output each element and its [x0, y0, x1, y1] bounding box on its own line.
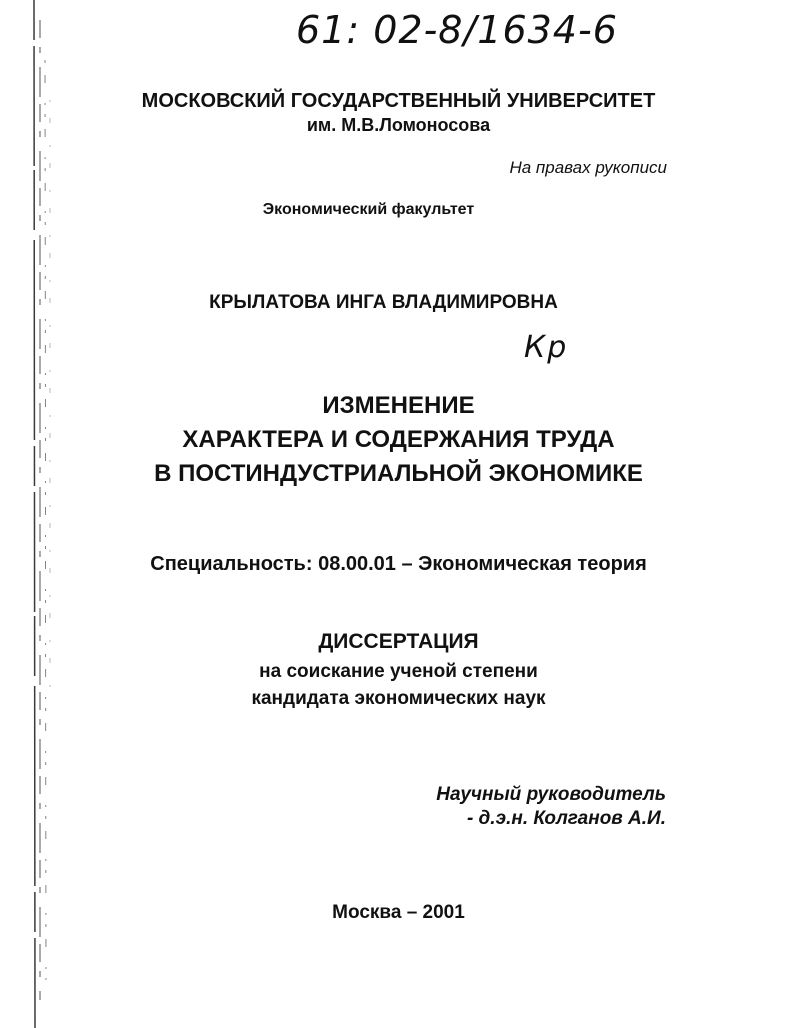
university-named-after: им. М.В.Ломоносова: [306, 115, 491, 135]
city-and-year: Москва – 2001: [332, 902, 465, 923]
dissertation-heading: ДИССЕРТАЦИЯ: [318, 630, 479, 653]
degree-line-1: на соискание ученой степени: [259, 661, 538, 682]
faculty-name: Экономический факультет: [262, 201, 475, 218]
scan-binding-edge: [28, 0, 58, 1028]
handwritten-archive-number: 61: 02-8/1634-6: [296, 8, 618, 52]
university-name: МОСКОВСКИЙ ГОСУДАРСТВЕННЫЙ УНИВЕРСИТЕТ: [141, 90, 656, 112]
supervisor-label: Научный руководитель: [436, 784, 666, 805]
dissertation-title-line-2: ХАРАКТЕРА И СОДЕРЖАНИЯ ТРУДА: [182, 426, 615, 453]
dissertation-title-line-1: ИЗМЕНЕНИЕ: [322, 392, 475, 419]
specialty-line: Специальность: 08.00.01 – Экономическая теория: [150, 553, 647, 575]
author-name: КРЫЛАТОВА ИНГА ВЛАДИМИРОВНА: [209, 292, 558, 313]
supervisor-name: - д.э.н. Колганов А.И.: [466, 808, 666, 829]
dissertation-title-line-3: В ПОСТИНДУСТРИАЛЬНОЙ ЭКОНОМИКЕ: [154, 460, 643, 487]
manuscript-rights-note: На правах рукописи: [509, 158, 667, 177]
degree-line-2: кандидата экономических наук: [251, 688, 546, 709]
author-signature: Кр: [524, 330, 569, 365]
